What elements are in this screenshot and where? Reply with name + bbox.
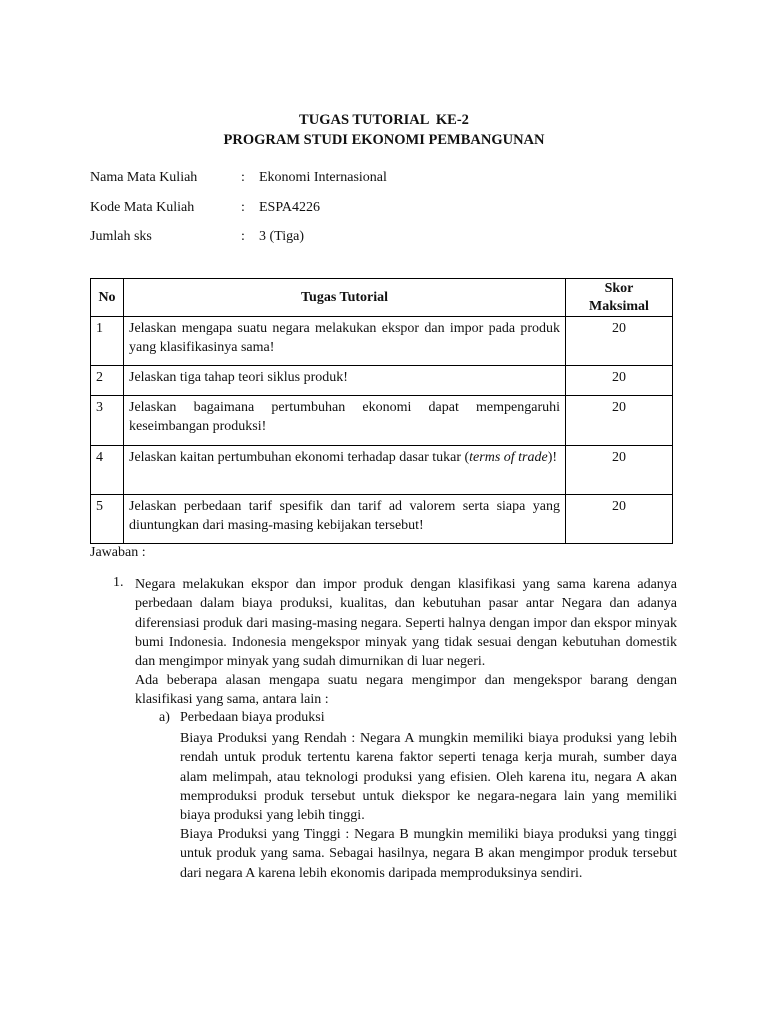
header-score-line1: Skor: [604, 280, 634, 296]
row-task: [124, 446, 566, 495]
row-number: 2: [91, 366, 124, 396]
row-score: 20: [566, 396, 673, 446]
row-score: 20: [566, 495, 673, 544]
program-title: PROGRAM STUDI EKONOMI PEMBANGUNAN: [223, 132, 545, 148]
info-row-credits: [90, 229, 690, 249]
answer-paragraph: Ada beberapa alasan mengapa suatu negara mengimpor dan mengekspor barang dengan klasifikasi yang sama, antara lain :: [135, 673, 677, 708]
info-value: 3 (Tiga): [259, 229, 304, 244]
info-row-course-name: [90, 170, 690, 190]
row-number: 4: [91, 446, 124, 495]
header-score-line2: Maksimal: [589, 298, 649, 314]
info-value: Ekonomi Internasional: [259, 170, 387, 185]
info-label: Jumlah sks: [90, 229, 152, 244]
info-row-course-code: [90, 200, 690, 220]
header-task: Tugas Tutorial: [124, 279, 566, 317]
header-score: [566, 279, 673, 317]
answer-item-number: 1.: [113, 575, 124, 590]
task-table: [90, 278, 673, 544]
sub-item-title: Perbedaan biaya produksi: [180, 710, 325, 725]
task-text-end: )!: [547, 450, 558, 465]
row-score: 20: [566, 317, 673, 366]
info-label: Kode Mata Kuliah: [90, 200, 195, 215]
table-row: [91, 495, 673, 544]
info-separator: :: [241, 229, 245, 244]
document-title: TUGAS TUTORIAL KE-2: [299, 112, 469, 128]
table-row: [91, 366, 673, 396]
row-task: Jelaskan tiga tahap teori siklus produk!: [124, 366, 566, 396]
table-row: [91, 446, 673, 495]
sub-item-marker: a): [159, 710, 170, 725]
info-value: ESPA4226: [259, 200, 320, 215]
info-separator: :: [241, 200, 245, 215]
sub-item-paragraph: Biaya Produksi yang Rendah : Negara A mungkin memiliki biaya produksi yang lebih rendah untuk produk tertentu karena faktor seperti tenaga kerja murah, sumber daya alam melimpah, atau teknologi produksi yang efisien. Oleh karena itu, negara A akan memproduksi produk tersebut untuk diekspor ke negara-negara lain yang memiliki biaya produksi yang lebih tinggi.: [180, 731, 677, 824]
row-score: 20: [566, 446, 673, 495]
table-row: [91, 317, 673, 366]
table-row: [91, 396, 673, 446]
row-number: 3: [91, 396, 124, 446]
answer-heading: Jawaban :: [90, 545, 146, 560]
row-number: 5: [91, 495, 124, 544]
info-separator: :: [241, 170, 245, 185]
task-text: Jelaskan kaitan pertumbuhan ekonomi terhadap dasar tukar (: [129, 450, 470, 465]
task-text-italic: terms of trade: [469, 450, 548, 465]
row-number: 1: [91, 317, 124, 366]
answer-paragraph: Negara melakukan ekspor dan impor produk dengan klasifikasi yang sama karena adanya perbedaan dalam biaya produksi, kualitas, dan kebutuhan pasar antar Negara dan adanya diferensiasi produk dari masing-masing negara. Seperti halnya dengan impor dan ekspor minyak bumi Indonesia. Indonesia mengekspor minyak yang tidak sesuai dengan kebutuhan domestik dan mengimpor minyak yang sudah dimurnikan di luar negeri.: [135, 577, 677, 670]
row-task: Jelaskan perbedaan tarif spesifik dan tarif ad valorem serta siapa yang diuntungkan dari masing-masing kebijakan tersebut!: [124, 495, 566, 544]
table-header-row: [91, 279, 673, 317]
row-task: Jelaskan mengapa suatu negara melakukan ekspor dan impor pada produk yang klasifikasinya sama!: [124, 317, 566, 366]
row-task: Jelaskan bagaimana pertumbuhan ekonomi dapat mempengaruhi keseimbangan produksi!: [124, 396, 566, 446]
info-label: Nama Mata Kuliah: [90, 170, 198, 185]
row-score: 20: [566, 366, 673, 396]
header-no: No: [91, 279, 124, 317]
sub-item-paragraph: Biaya Produksi yang Tinggi : Negara B mungkin memiliki biaya produksi yang tinggi untuk produk yang sama. Sebagai hasilnya, negara B akan mengimpor produk tersebut dari negara A karena lebih ekonomis daripada memproduksinya sendiri.: [180, 827, 677, 881]
